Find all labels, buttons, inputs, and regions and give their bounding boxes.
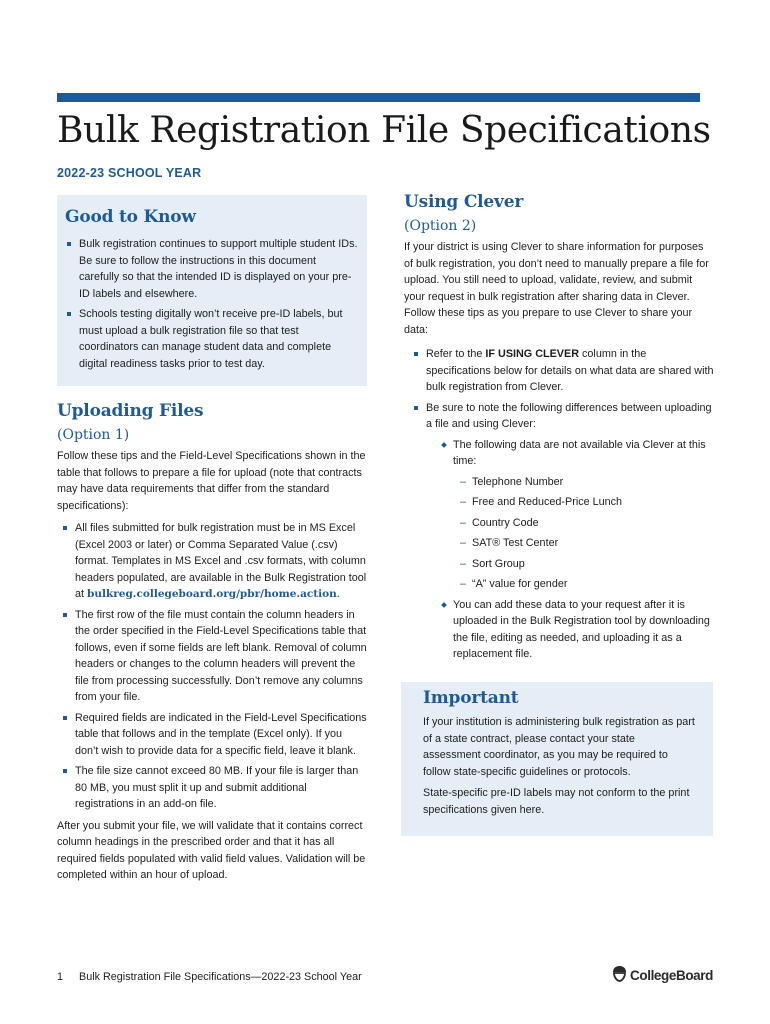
- dash-list-item: – “A” value for gender: [453, 576, 714, 593]
- clever-sublist: [441, 437, 714, 663]
- clever-heading: Using Clever: [404, 192, 524, 212]
- footer: [57, 967, 713, 989]
- footer-title: Bulk Registration File Specifications—2022-23 School Year: [79, 971, 362, 983]
- list-item-text: All files submitted for bulk registration must be in MS Excel (Excel 2003 or later) or Comma Separated Value (.csv) format. Templates in MS Excel and .csv formats, with column headers populated, are available in the Bulk Registration tool at: [75, 522, 367, 600]
- acorn-icon: [612, 965, 627, 985]
- list-item: [411, 400, 714, 663]
- list-item-end: .: [336, 588, 340, 600]
- list-item: [411, 346, 714, 396]
- left-column: [57, 195, 367, 884]
- bulkreg-link[interactable]: bulkreg.collegeboard.org/pbr/home.action: [87, 588, 337, 600]
- important-p2: State-specific pre-ID labels may not conform to the print specifications given here.: [423, 787, 690, 816]
- top-rule: [57, 93, 700, 102]
- college-board-logo: [612, 965, 713, 985]
- good-to-know-heading: Good to Know: [65, 207, 196, 227]
- list-item: The first row of the file must contain the column headers in the order specified in the Field-Level Specifications table that follows, even if some fields are left blank. Removal of column headers or changes to the column headers will prevent the file from processing successfully. Don’t remove any columns from your file.: [60, 607, 367, 706]
- dash-list-item: – Telephone Number: [453, 474, 714, 491]
- school-year: 2022-23 SCHOOL YEAR: [57, 166, 202, 180]
- list-item: [60, 520, 367, 603]
- list-item-bold: IF USING CLEVER: [485, 348, 580, 360]
- dash-list-item: – SAT® Test Center: [453, 535, 714, 552]
- important-heading: Important: [423, 688, 519, 708]
- dash-list-item: – Free and Reduced-Price Lunch: [453, 494, 714, 511]
- sublist-item: [441, 437, 714, 593]
- list-item-pre: Refer to the: [426, 348, 486, 360]
- important-p1: If your institution is administering bulk registration as part of a state contract, please contact your state assessment coordinator, as you may be required to follow state-specific guidelines or protocols.: [423, 716, 695, 778]
- uploading-intro: Follow these tips and the Field-Level Specifications shown in the table that follows to prepare a file for upload (note that contracts may have data requirements that differ from the standard specifications):: [57, 450, 366, 512]
- uploading-outro: After you submit your file, we will validate that it contains correct column headings in the prescribed order and that it has all required fields populated with valid field values. Validation will be completed within an hour of upload.: [57, 819, 366, 881]
- dash-list-item: – Country Code: [453, 515, 714, 532]
- important-box: [401, 682, 713, 836]
- list-item: Bulk registration continues to support multiple student IDs. Be sure to follow the instructions in this document carefully so that the intended ID is displayed on your pre-ID labels and elsewhere.: [64, 236, 359, 302]
- list-item: Required fields are indicated in the Field-Level Specifications table that follows and in the template (Excel only). If you don’t wish to provide data for a specific field, leave it blank.: [60, 710, 367, 760]
- uploading-option: (Option 1): [57, 427, 130, 443]
- logo-text: CollegeBoard: [630, 967, 713, 983]
- page-number: 1: [57, 971, 64, 983]
- sublist-item-text: The following data are not available via Clever at this time:: [453, 438, 706, 467]
- clever-intro: If your district is using Clever to share information for purposes of bulk registration, you don’t need to manually prepare a file for upload. You still need to upload, validate, review, and submit your request in bulk registration after sharing data in Clever. Follow these tips as you prepare to use Clever to share your data:: [404, 241, 709, 336]
- dash-list-item: – Sort Group: [453, 556, 714, 573]
- sublist-item: You can add these data to your request after it is uploaded in the Bulk Registration tool by downloading the file, editing as needed, and uploading it as a replacement file.: [441, 597, 714, 663]
- list-item-post: column in the specifications below for details on what data are shared with bulk registration from Clever.: [426, 348, 714, 393]
- good-to-know-list: [64, 236, 359, 372]
- list-item-text: Be sure to note the following differences between uploading a file and using Clever:: [426, 401, 712, 430]
- uploading-section: [57, 401, 367, 884]
- unavailable-data-list: [453, 474, 714, 593]
- list-item: The file size cannot exceed 80 MB. If your file is larger than 80 MB, you must split it up and submit additional registrations in an add-on file.: [60, 763, 367, 813]
- right-column: [404, 192, 714, 816]
- list-item: Schools testing digitally won’t receive pre-ID labels, but must upload a bulk registration file so that test coordinators can manage student data and complete digital readiness tasks prior to test day.: [64, 306, 359, 372]
- clever-list: [404, 346, 714, 663]
- uploading-list: [57, 520, 367, 813]
- clever-option: (Option 2): [404, 218, 477, 234]
- good-to-know-box: [57, 195, 367, 386]
- uploading-heading: Uploading Files: [57, 401, 204, 421]
- page-title: Bulk Registration File Specifications: [57, 110, 711, 151]
